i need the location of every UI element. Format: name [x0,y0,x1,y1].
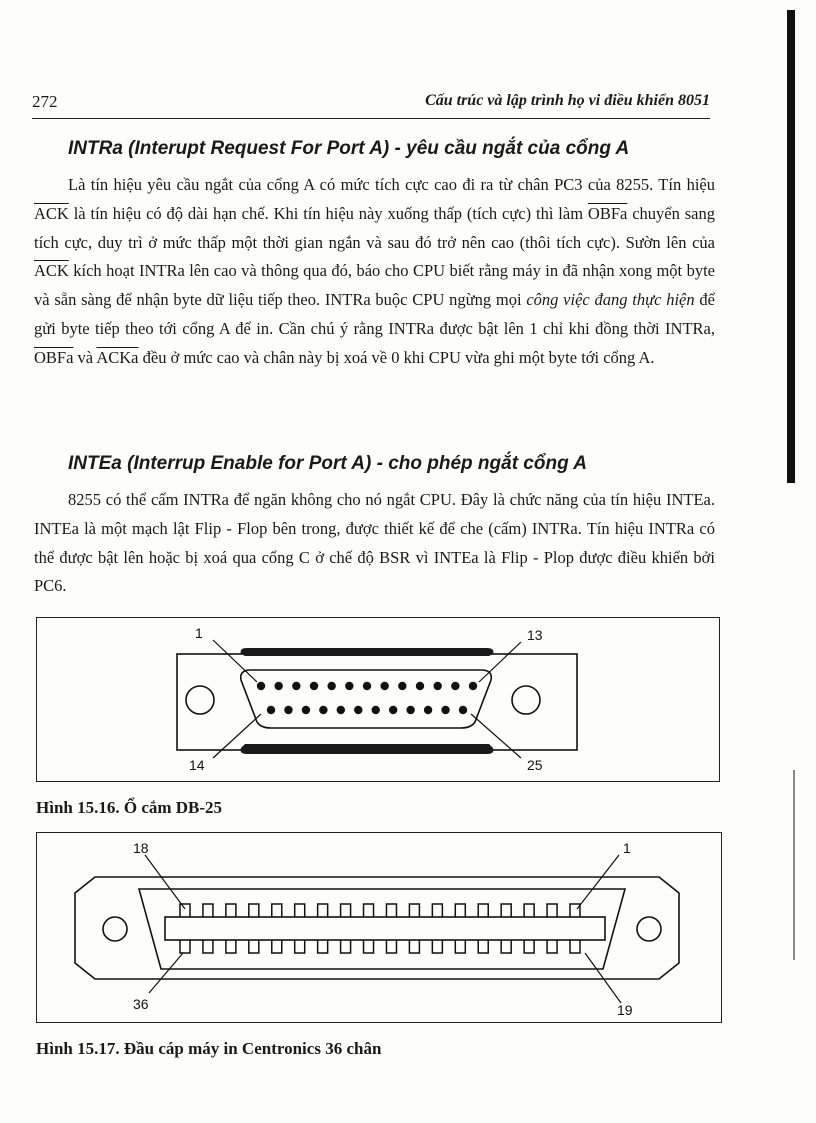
db25-shell-bottom [241,744,494,754]
centronics-pin-top [272,904,282,917]
centronics-pin-top [524,904,534,917]
centronics-pin-bottom [341,940,351,953]
db25-label-1: 1 [195,625,203,641]
centronics-pin-bottom [180,940,190,953]
centronics-pin-bottom [318,940,328,953]
centronics-pin-top [478,904,488,917]
text-run: chuyển sang tích cực, duy trì ở mức thấp một thời gian ngắn và sau đó trở nên cao (thôi tích cực). Sườn lên của [34,203,715,252]
section-title-intea: INTEa (Interrup Enable for Port A) - cho phép ngắt cổng A [68,453,587,474]
centronics-pin-bottom [203,940,213,953]
db25-pin-top [310,682,318,690]
overlined-signal-name: ACKa [96,347,139,367]
db25-pin-bottom [284,706,292,714]
centronics-label-36: 36 [133,996,149,1012]
book-spine-edge [787,10,795,483]
db25-label-25: 25 [527,757,543,773]
centronics-pin-top [249,904,259,917]
text-run: đều ở mức cao và chân này bị xoá về 0 khi CPU vừa ghi một byte tới cổng A. [138,347,655,367]
centronics-label-18: 18 [133,840,149,856]
centronics-pin-top [295,904,305,917]
db25-pointer-1 [213,640,257,682]
db25-pin-top [292,682,300,690]
centronics-pin-bottom [226,940,236,953]
centronics-pin-bottom [547,940,557,953]
text-run: kích hoạt INTRa lên cao và thông qua đó, báo cho CPU biết rằng máy in đã nhận xong một byte và sẵn sàng để nhận byte dữ liệu tiếp theo. INTRa buộc CPU ngừng mọi [34,261,715,310]
centronics-pin-bottom [409,940,419,953]
db25-label-13: 13 [527,627,543,643]
centronics-pin-top [432,904,442,917]
centronics-pin-bottom [455,940,465,953]
db25-pin-bottom [337,706,345,714]
page-header [32,92,710,116]
db25-mount-hole-right [512,686,540,714]
db25-pin-top [345,682,353,690]
centronics-pin-top [501,904,511,917]
centronics-pin-group [180,904,580,953]
centronics-pin-top [364,904,374,917]
centronics-pin-bottom [570,940,580,953]
figure-db25 [36,617,720,782]
db25-pin-top [380,682,388,690]
section-title-intra: INTRa (Interupt Request For Port A) - yêu cầu ngắt của cổng A [68,138,630,159]
centronics-pin-bottom [432,940,442,953]
db25-label-14: 14 [189,757,205,773]
db25-pin-top [451,682,459,690]
centronics-pin-bottom [272,940,282,953]
text-run: Là tín hiệu yêu cầu ngắt của cổng A có mức tích cực cao đi ra từ chân PC3 của 8255. Tín hiệu [68,175,715,194]
db25-pin-bottom [441,706,449,714]
db25-pin-top [257,682,265,690]
book-spine-shadow [793,770,795,960]
db25-pin-bottom [302,706,310,714]
centronics-pin-top [386,904,396,917]
overlined-signal-name: OBFa [34,347,74,367]
centronics-pin-bottom [524,940,534,953]
db25-pin-top [469,682,477,690]
centronics-pin-top [570,904,580,917]
centronics-pin-top [226,904,236,917]
centronics-pointer-1 [577,855,619,909]
centronics-connector-diagram [37,833,721,1022]
db25-pin-bottom [354,706,362,714]
centronics-pin-bottom [478,940,488,953]
centronics-pin-bottom [295,940,305,953]
db25-pin-top [416,682,424,690]
italic-text-run: công việc đang thực hiện [526,290,695,310]
db25-trapezoid [241,670,492,728]
text-run: để gửi byte tiếp theo tới cổng A để in. Cần chú ý rằng INTRa được bật lên 1 chỉ khi đồng thời INTRa, [34,290,715,338]
centronics-center-tongue [165,917,605,940]
db25-pin-top [433,682,441,690]
page-number: 272 [32,92,58,111]
db25-pin-top [327,682,335,690]
db25-pin-group [257,682,477,714]
figure-caption-db25: Hình 15.16. Ổ cắm DB-25 [36,798,223,817]
db25-pin-top [363,682,371,690]
figure-centronics [36,832,722,1023]
centronics-trapezoid [139,889,625,969]
text-run: 8255 có thể cấm INTRa để ngăn không cho nó ngắt CPU. Đây là chức năng của tín hiệu INTEa. INTEa là một mạch lật Flip - Flop bên trong, được thiết kế để che (cấm) INTRa. Tín hiệu INTRa có thể được bật lên hoặc bị xoá qua cổng C ở chế độ BSR vì INTEa là Flip - Plop được điều khiển bởi PC6. [34,490,715,596]
db25-pin-bottom [372,706,380,714]
paragraph-intea [34,486,715,601]
db25-pin-bottom [319,706,327,714]
centronics-label-19: 19 [617,1002,633,1018]
centronics-pin-bottom [386,940,396,953]
centronics-pin-bottom [501,940,511,953]
db25-shell-top [241,648,494,656]
centronics-pin-top [180,904,190,917]
db25-pin-bottom [267,706,275,714]
db25-pin-top [398,682,406,690]
db25-pin-bottom [424,706,432,714]
header-rule [32,118,710,119]
db25-pin-top [274,682,282,690]
centronics-label-1: 1 [623,840,631,856]
centronics-pin-top [409,904,419,917]
db25-connector-diagram [37,618,719,781]
figure-caption-centronics: Hình 15.17. Đầu cáp máy in Centronics 36 chân [36,1039,382,1058]
db25-pin-bottom [389,706,397,714]
db25-pin-bottom [459,706,467,714]
overlined-signal-name: OBFa [587,203,628,223]
centronics-pointer-19 [585,953,621,1003]
centronics-pointer-18 [145,855,185,909]
centronics-pointer-36 [149,953,183,993]
overlined-signal-name: $\overline{ACK}$ [34,261,69,281]
centronics-pin-top [547,904,557,917]
centronics-pin-top [318,904,328,917]
text-run: là tín hiệu có độ dài hạn chế. Khi tín hiệu này xuống thấp (tích cực) thì làm [68,203,588,223]
db25-mount-hole-left [186,686,214,714]
centronics-pin-top [341,904,351,917]
overlined-signal-name: $\overline{ACK}$ [34,203,69,223]
text-run: và [73,347,97,367]
centronics-pin-top [455,904,465,917]
centronics-pin-bottom [249,940,259,953]
db25-pin-bottom [406,706,414,714]
paragraph-intra [34,171,715,373]
centronics-pin-bottom [364,940,374,953]
centronics-pin-top [203,904,213,917]
centronics-mount-hole-left [103,917,127,941]
running-title: Cấu trúc và lập trình họ vi điều khiển 8051 [425,92,710,109]
centronics-mount-hole-right [637,917,661,941]
